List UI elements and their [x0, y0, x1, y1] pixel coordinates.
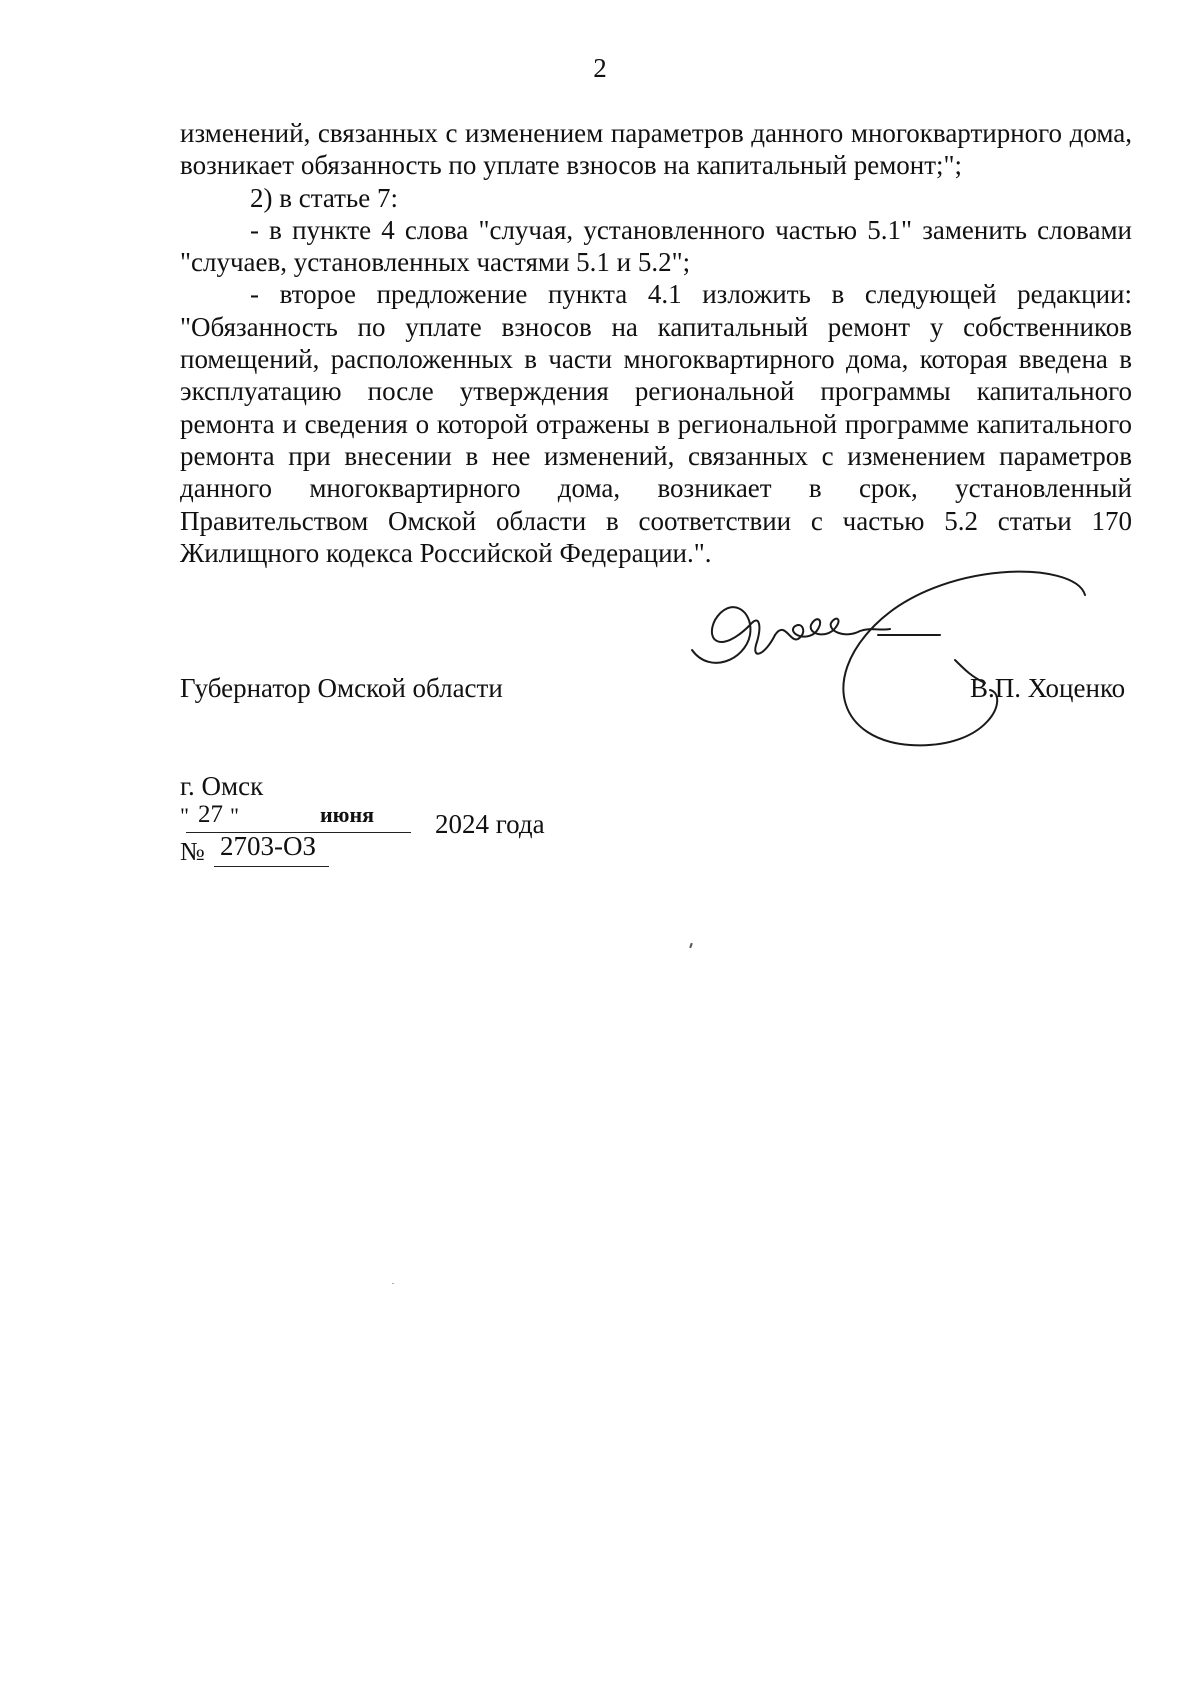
handwritten-signature: [690, 565, 1110, 755]
date-month: июня: [320, 802, 375, 827]
number-underline: [214, 866, 329, 867]
page-number: 2: [593, 53, 607, 83]
paragraph: изменений, связанных с изменением параметров данного многоквартирного дома, возникает обязанность по уплате взносов на капитальный ремонт;";: [180, 118, 1132, 181]
date-quote-open: ": [180, 803, 189, 828]
scan-speck: [392, 1283, 394, 1284]
paragraph: - второе предложение пункта 4.1 изложить в следующей редакции: "Обязанность по уплате взносов на капитальный ремонт у собственников помещений, расположенных в части многоквартирного дома, которая введена в эксплуатацию после утверждения региональной программы капитального ремонта и сведения о которой отражены в региональной программе капитального ремонта при внесении в нее изменений, связанных с изменением параметров данного многоквартирного дома, возникает в срок, установленный Правительством Омской области в соответствии с частью 5.2 статьи 170 Жилищного кодекса Российской Федерации.".: [180, 279, 1132, 568]
paragraph: - в пункте 4 слова "случая, установленного частью 5.1" заменить словами "случаев, установленных частями 5.1 и 5.2";: [180, 214, 1132, 278]
date-day: 27: [198, 801, 223, 828]
document-number: [180, 830, 380, 870]
signatory-title: Губернатор Омской области: [180, 673, 503, 703]
number-sign: №: [180, 837, 205, 866]
number-value: 2703-ОЗ: [220, 831, 317, 861]
date-quote-close: ": [230, 803, 239, 828]
date-year: 2024 года: [435, 809, 545, 839]
city: г. Омск: [180, 771, 264, 801]
paragraph: 2) в статье 7:: [250, 182, 398, 213]
signatory-name: В.П. Хоценко: [970, 673, 1126, 703]
